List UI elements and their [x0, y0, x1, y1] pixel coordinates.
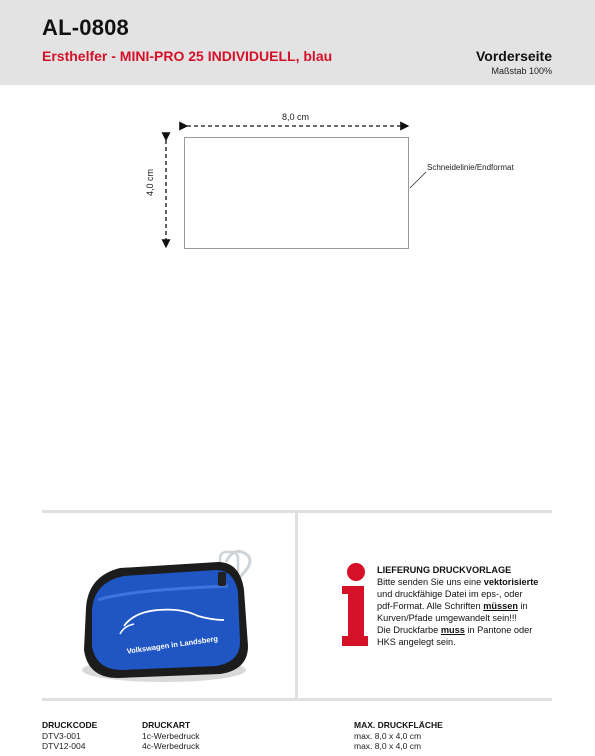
side-label: Vorderseite [476, 48, 552, 64]
bag-print-text: Volkswagen in Landsberg [126, 634, 219, 656]
table-cell: 4c-Werbedruck [142, 741, 200, 751]
product-name: Ersthelfer - MINI-PRO 25 INDIVIDUELL, blau [42, 48, 333, 64]
header-max-druckflaeche: MAX. DRUCKFLÄCHE [354, 720, 443, 730]
section-divider-vertical [295, 513, 298, 699]
info-i-icon [338, 562, 370, 646]
column-druckart [142, 720, 199, 752]
section-divider-bottom [42, 698, 552, 701]
delivery-notice: LIEFERUNG DRUCKVORLAGE Bitte senden Sie uns eine vektorisierte und druckfähige Datei im eps-, oder pdf-Format. Alle Schriften müssen in Kurven/Pfade umgewandelt sein!!! Die Druckfarbe muss in Pantone oder HKS angelegt sein. [377, 564, 562, 648]
table-cell: max. 8,0 x 4,0 cm [354, 741, 422, 751]
table-cell: DTV3-001 [42, 730, 81, 741]
column-max-druckflaeche [354, 720, 443, 752]
print-area-box [184, 137, 409, 249]
notice-title: LIEFERUNG DRUCKVORLAGE [377, 565, 512, 575]
header-druckart: DRUCKART [142, 720, 191, 730]
cut-line-pointer [410, 172, 426, 188]
cut-line-label: Schneidelinie/Endformat [427, 163, 514, 172]
header-druckcode: DRUCKCODE [42, 720, 98, 730]
height-label: 4,0 cm [145, 168, 155, 196]
width-label: 8,0 cm [282, 112, 310, 122]
article-code: AL-0808 [42, 15, 129, 40]
product-image [68, 538, 268, 688]
table-cell: max. 8,0 x 4,0 cm [354, 730, 422, 741]
table-cell: DTV12-004 [42, 741, 86, 751]
table-cell: 1c-Werbedruck [142, 730, 200, 741]
column-druckcode [42, 720, 97, 752]
scale-label: Maßstab 100% [491, 66, 552, 76]
